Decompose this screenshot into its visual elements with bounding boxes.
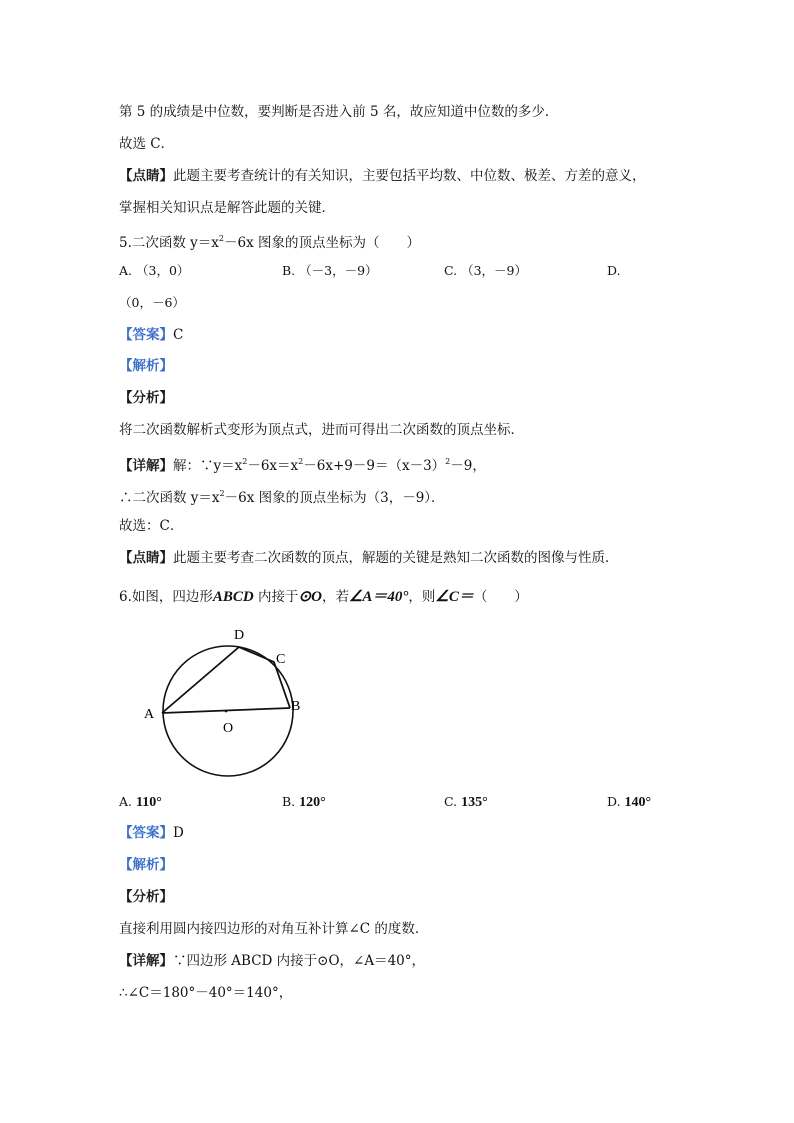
math-angle-c: ∠C＝ bbox=[435, 589, 474, 605]
superscript: 2 bbox=[298, 457, 304, 466]
text: ∴∠C＝180°－40°＝140°， bbox=[119, 985, 293, 1001]
text: ∴二次函数 y＝x bbox=[119, 490, 220, 506]
label-b: B bbox=[291, 699, 301, 714]
option-letter: B. bbox=[282, 794, 296, 809]
text: －6x 图象的顶点坐标为（3，－9）． bbox=[224, 490, 445, 506]
answer-value: C bbox=[173, 327, 184, 343]
q5-option-a bbox=[119, 262, 189, 280]
option-letter: A. bbox=[119, 794, 133, 809]
superscript: 2 bbox=[242, 457, 248, 466]
label-o: O bbox=[223, 721, 234, 736]
superscript: 2 bbox=[218, 234, 225, 243]
dianjing-tag: 【点睛】 bbox=[119, 550, 173, 566]
superscript: 2 bbox=[219, 489, 225, 498]
text: 解：∵y＝x bbox=[173, 458, 243, 474]
q5-dianjing bbox=[119, 549, 619, 567]
text: 直接利用圆内接四边形的对角互补计算∠C 的度数． bbox=[119, 921, 429, 937]
q5-stem bbox=[119, 230, 420, 252]
text: 故选：C． bbox=[119, 518, 184, 534]
option-text: 110° bbox=[136, 795, 162, 810]
text: 第 5 的成绩是中位数，要判断是否进入前 5 名，故应知道中位数的多少． bbox=[119, 104, 559, 120]
math-circle-o: ⊙O bbox=[298, 589, 322, 605]
paragraph-line bbox=[119, 199, 335, 217]
text: －6x+9－9＝（x－3） bbox=[303, 458, 446, 474]
option-text: 120° bbox=[299, 795, 326, 810]
stem-text: （ ） bbox=[473, 589, 528, 605]
q6-fenxi bbox=[119, 920, 428, 938]
analysis-tag: 【解析】 bbox=[119, 857, 173, 873]
circle-quadrilateral-figure bbox=[140, 620, 320, 780]
option-text: （0，－6） bbox=[119, 295, 185, 310]
stem-text: ，则 bbox=[408, 589, 436, 605]
q5-option-d bbox=[607, 262, 621, 280]
q5-option-b bbox=[282, 262, 378, 280]
fenxi-tag: 【分析】 bbox=[119, 390, 173, 406]
option-text: 140° bbox=[624, 795, 652, 810]
q5-answer bbox=[119, 326, 183, 344]
q6-option-b bbox=[282, 793, 326, 812]
stem-text: －6x 图象的顶点坐标为（ ） bbox=[224, 235, 421, 251]
option-text: （3，0） bbox=[136, 263, 190, 278]
superscript: 2 bbox=[445, 457, 451, 466]
analysis-tag: 【解析】 bbox=[119, 358, 173, 374]
option-text: （－3，－9） bbox=[299, 263, 378, 278]
q5-conclusion bbox=[119, 485, 445, 507]
text: ∵四边形 ABCD 内接于⊙O，∠A＝40°， bbox=[173, 953, 426, 969]
paragraph-line bbox=[119, 103, 558, 121]
option-letter: B. bbox=[282, 263, 296, 278]
q6-analysis bbox=[119, 856, 173, 874]
q5-choose bbox=[119, 517, 183, 535]
fenxi-tag: 【分析】 bbox=[119, 889, 173, 905]
option-letter: C. bbox=[444, 794, 458, 809]
q5-fenxi bbox=[119, 421, 524, 439]
q6-conclusion bbox=[119, 984, 292, 1002]
dianjing-line bbox=[119, 167, 646, 185]
option-letter: C. bbox=[444, 263, 458, 278]
q6-fenxi-tag-line bbox=[119, 888, 173, 906]
q5-detail bbox=[119, 453, 486, 475]
text: 将二次函数解析式变形为顶点式，进而可得出二次函数的顶点坐标． bbox=[119, 422, 524, 438]
label-a: A bbox=[144, 707, 155, 722]
q5-fenxi-tag-line bbox=[119, 389, 173, 407]
answer-tag: 【答案】 bbox=[119, 825, 173, 841]
label-c: C bbox=[276, 652, 286, 667]
text: 掌握相关知识点是解答此题的关键． bbox=[119, 200, 335, 216]
q5-analysis bbox=[119, 357, 173, 375]
stem-text: 6.如图，四边形 bbox=[119, 589, 213, 605]
answer-value: D bbox=[173, 825, 184, 841]
stem-text: 5.二次函数 y＝x bbox=[119, 235, 219, 251]
detail-tag: 【详解】 bbox=[119, 458, 173, 474]
math-angle-a: ∠A＝40° bbox=[348, 589, 409, 605]
dianjing-tag: 【点睛】 bbox=[119, 168, 173, 184]
q6-answer bbox=[119, 824, 184, 842]
q6-option-d bbox=[607, 793, 651, 812]
math-abcd: ABCD bbox=[212, 589, 254, 605]
q5-option-d-text bbox=[119, 294, 185, 312]
text: 故选 C． bbox=[119, 136, 175, 152]
paragraph-line bbox=[119, 135, 174, 153]
stem-text: ，若 bbox=[321, 589, 349, 605]
option-letter: A. bbox=[119, 263, 133, 278]
option-text: 135° bbox=[461, 795, 488, 810]
text: 此题主要考查二次函数的顶点，解题的关键是熟知二次函数的图像与性质． bbox=[173, 550, 619, 566]
q6-detail bbox=[119, 952, 425, 970]
text: 此题主要考查统计的有关知识，主要包括平均数、中位数、极差、方差的意义， bbox=[173, 168, 646, 184]
q6-stem bbox=[119, 588, 528, 606]
label-d: D bbox=[234, 628, 245, 643]
stem-text: 内接于 bbox=[258, 589, 299, 605]
q6-option-a bbox=[119, 793, 162, 812]
detail-tag: 【详解】 bbox=[119, 953, 173, 969]
option-letter: D. bbox=[607, 263, 621, 278]
option-letter: D. bbox=[607, 794, 621, 809]
q5-option-c bbox=[444, 262, 527, 280]
text: －9， bbox=[450, 458, 486, 474]
center-point bbox=[225, 710, 228, 713]
quadrilateral-sides bbox=[162, 647, 290, 713]
option-text: （3，－9） bbox=[461, 263, 527, 278]
q6-option-c bbox=[444, 793, 488, 812]
answer-tag: 【答案】 bbox=[119, 327, 173, 343]
text: －6x＝x bbox=[247, 458, 299, 474]
